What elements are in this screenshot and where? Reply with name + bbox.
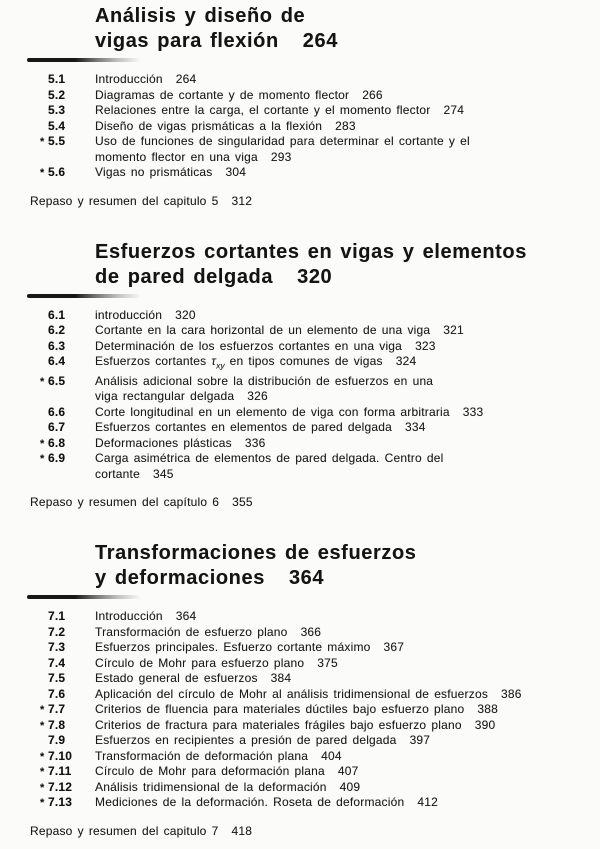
chapter-page-number: 264 xyxy=(302,30,338,52)
chapter-section xyxy=(0,4,600,208)
star-marker: * xyxy=(40,719,45,732)
section-number xyxy=(0,780,78,796)
section-title xyxy=(95,323,464,339)
section-title xyxy=(95,72,196,88)
section-title-text: Vigas no prismáticas xyxy=(95,165,213,179)
section-title-text: Transformación de deformación plana xyxy=(95,748,309,763)
section-title-text: Esfuerzos cortantes en elementos de pared delgada xyxy=(95,420,392,435)
chapter-page-number: 364 xyxy=(288,567,325,590)
toc-entry xyxy=(0,656,600,672)
page-number: 409 xyxy=(339,779,361,794)
page-number: 412 xyxy=(417,795,438,810)
page-number: 321 xyxy=(443,323,464,337)
section-number: 7.4 xyxy=(48,655,66,670)
star-marker: * xyxy=(40,766,45,779)
toc-entry xyxy=(0,795,600,811)
star-marker: * xyxy=(40,797,45,810)
page-number: 324 xyxy=(395,354,417,368)
star-marker: * xyxy=(40,781,45,794)
page-number: 366 xyxy=(300,624,322,639)
section-title-text: Uso de funciones de singularidad para determinar el cortante y el xyxy=(95,134,470,148)
chapter-title-line: Transformaciones de esfuerzos xyxy=(95,542,417,565)
section-title-text: Relaciones entre la carga, el cortante y el momento flector xyxy=(95,103,431,117)
section-number-text: 7.8 xyxy=(48,717,66,732)
toc-entry xyxy=(0,702,600,718)
chapter-title-line: de pared delgada xyxy=(95,265,274,288)
section-number: 5.3 xyxy=(48,103,66,117)
toc-entry xyxy=(0,374,600,405)
section-number: 6.3 xyxy=(48,338,66,353)
title-underline-rule xyxy=(27,294,141,298)
section-number: 5.1 xyxy=(48,72,66,86)
tau-subscript: xy xyxy=(216,360,225,371)
review-label: Repaso y resumen del capitulo 7 xyxy=(30,823,219,838)
section-title xyxy=(95,733,430,749)
section-title-text: Análisis adicional sobre la distribución de esfuerzos en una xyxy=(95,373,434,388)
page-number: 333 xyxy=(462,404,484,419)
section-number xyxy=(0,451,78,482)
page-number: 312 xyxy=(231,193,253,208)
chapter-title-line: Esfuerzos cortantes en vigas y elementos xyxy=(95,240,527,263)
section-number: 7.2 xyxy=(48,624,66,639)
section-number: 5.2 xyxy=(48,87,66,102)
page-number: 326 xyxy=(247,389,268,404)
section-title xyxy=(95,354,416,374)
title-underline-rule xyxy=(27,58,141,62)
section-number xyxy=(0,718,78,734)
section-title-text: Diagramas de cortante y de momento flector xyxy=(95,87,350,102)
section-title xyxy=(95,405,483,421)
page-number: 334 xyxy=(404,420,426,435)
section-list xyxy=(0,308,600,483)
section-title-text: en tipos comunes de vigas xyxy=(224,354,383,368)
toc-entry xyxy=(0,119,600,135)
section-number: 6.2 xyxy=(48,323,66,337)
section-title-text: cortante xyxy=(95,466,140,481)
star-marker: * xyxy=(40,750,45,763)
section-title xyxy=(95,609,196,625)
page-number: 386 xyxy=(501,686,522,701)
toc-entry xyxy=(0,609,600,625)
page-number: 355 xyxy=(232,495,253,510)
section-number-text: 5.6 xyxy=(48,165,66,179)
chapter-title-line: vigas para flexión xyxy=(95,30,279,52)
toc-entry xyxy=(0,640,600,656)
section-title xyxy=(95,88,383,104)
section-number: 6.6 xyxy=(48,404,66,419)
section-title xyxy=(95,436,265,452)
chapter-review-line xyxy=(30,194,600,208)
chapter-review-line xyxy=(30,824,600,838)
chapter-title xyxy=(95,4,600,54)
section-title xyxy=(95,134,470,165)
star-marker: * xyxy=(40,375,45,388)
star-marker: * xyxy=(40,167,45,179)
section-list xyxy=(0,609,600,811)
section-number-text: 7.13 xyxy=(48,795,73,810)
section-number xyxy=(0,749,78,765)
page-number: 397 xyxy=(409,733,431,748)
section-title xyxy=(95,671,291,687)
toc-entry xyxy=(0,339,600,355)
chapter-section xyxy=(0,240,600,510)
section-number-text: 6.5 xyxy=(48,373,66,388)
page-number: 407 xyxy=(337,764,359,779)
tau-symbol: τ xyxy=(211,354,217,368)
section-number: 7.9 xyxy=(48,733,66,748)
section-title xyxy=(95,451,443,482)
page-number: 404 xyxy=(321,748,342,763)
section-title xyxy=(95,764,359,780)
section-title-text: Esfuerzos principales. Esfuerzo cortante máximo xyxy=(95,640,371,655)
toc-entry xyxy=(0,764,600,780)
toc-entry xyxy=(0,733,600,749)
toc-entry xyxy=(0,718,600,734)
section-title-text: Mediciones de la deformación. Roseta de deformación xyxy=(95,795,405,810)
section-number-text: 5.5 xyxy=(48,134,66,148)
page-number: 345 xyxy=(152,466,174,481)
page-number: 274 xyxy=(443,103,465,117)
section-title-text: Aplicación del círculo de Mohr al análisis tridimensional de esfuerzos xyxy=(95,686,489,701)
section-number-text: 7.11 xyxy=(48,764,72,779)
section-title-text: Criterios de fractura para materiales frágiles bajo esfuerzo plano xyxy=(95,717,462,732)
toc-entry xyxy=(0,420,600,436)
star-marker: * xyxy=(40,136,45,148)
chapter-title-line: Análisis y diseño de xyxy=(95,5,306,27)
section-title-text: Deformaciones plásticas xyxy=(95,435,232,450)
toc-entry xyxy=(0,780,600,796)
review-label: Repaso y resumen del capitulo 5 xyxy=(30,193,219,208)
toc-entry xyxy=(0,323,600,339)
section-title-text: momento flector en una viga xyxy=(95,149,258,164)
section-number xyxy=(0,436,78,452)
section-number xyxy=(0,374,78,405)
section-title xyxy=(95,656,338,672)
toc-entry xyxy=(0,687,600,703)
section-number xyxy=(0,134,78,165)
toc-entry xyxy=(0,405,600,421)
section-title-text: Diseño de vigas prismáticas a la flexión xyxy=(95,118,323,133)
page-number: 418 xyxy=(231,823,253,838)
chapter-section xyxy=(0,541,600,838)
section-number: 6.7 xyxy=(48,420,66,435)
star-marker: * xyxy=(40,437,45,450)
section-number: 6.4 xyxy=(48,354,66,368)
chapter-page-number: 320 xyxy=(297,265,333,288)
section-title xyxy=(95,625,321,641)
toc-entry xyxy=(0,625,600,641)
toc-entry xyxy=(0,354,600,374)
section-number: 5.4 xyxy=(48,118,66,133)
page-number: 367 xyxy=(383,640,405,655)
section-number xyxy=(0,795,78,811)
page-number: 323 xyxy=(415,338,436,353)
page-number: 266 xyxy=(362,87,383,102)
page-number: 390 xyxy=(474,717,496,732)
section-title-text: Determinación de los esfuerzos cortantes en una viga xyxy=(95,338,403,353)
toc-entry xyxy=(0,165,600,181)
section-title-text: Esfuerzos cortantes xyxy=(95,354,212,368)
page-number: 304 xyxy=(225,165,247,179)
chapter-title xyxy=(95,240,600,290)
star-marker: * xyxy=(40,453,45,466)
section-number: 6.1 xyxy=(48,307,66,322)
section-title xyxy=(95,795,438,811)
toc-entry xyxy=(0,436,600,452)
section-number-text: 7.7 xyxy=(48,702,66,717)
section-title xyxy=(95,308,196,324)
section-number: 7.1 xyxy=(48,609,66,624)
page-number: 283 xyxy=(335,118,356,133)
page-number: 293 xyxy=(270,149,292,164)
section-title xyxy=(95,687,522,703)
star-marker: * xyxy=(40,704,45,717)
page-number: 375 xyxy=(317,655,338,670)
section-list xyxy=(0,72,600,181)
section-title-text: Transformación de esfuerzo plano xyxy=(95,624,288,639)
toc-entry xyxy=(0,134,600,165)
section-title-text: Criterios de fluencia para materiales dúctiles bajo esfuerzo plano xyxy=(95,702,465,717)
section-number-text: 7.10 xyxy=(48,748,73,763)
section-title xyxy=(95,119,356,135)
section-title-text: Esfuerzos en recipientes a presión de pared delgada xyxy=(95,733,397,748)
section-title-text: Círculo de Mohr para deformación plana xyxy=(95,764,325,779)
toc-entry xyxy=(0,103,600,119)
section-number xyxy=(0,764,78,780)
section-title xyxy=(95,165,246,181)
section-title xyxy=(95,718,495,734)
section-title-text: Círculo de Mohr para esfuerzo plano xyxy=(95,655,305,670)
section-number xyxy=(0,702,78,718)
toc-entry xyxy=(0,88,600,104)
review-label: Repaso y resumen del capítulo 6 xyxy=(30,495,220,510)
section-title xyxy=(95,640,404,656)
section-title-text: Introducción xyxy=(95,72,163,86)
title-underline-rule xyxy=(27,595,141,599)
section-title xyxy=(95,339,436,355)
toc-entry xyxy=(0,671,600,687)
section-title xyxy=(95,420,426,436)
section-title-text: Cortante en la cara horizontal de un elemento de una viga xyxy=(95,323,431,337)
page-number: 384 xyxy=(270,671,292,686)
chapter-review-line xyxy=(30,495,600,509)
section-title xyxy=(95,374,433,405)
chapter-title xyxy=(95,541,600,591)
page-number: 320 xyxy=(175,307,196,322)
page-number: 364 xyxy=(175,609,197,624)
toc-entry xyxy=(0,72,600,88)
toc-entry xyxy=(0,749,600,765)
section-number: 7.6 xyxy=(48,686,66,701)
section-number-text: 6.9 xyxy=(48,451,66,466)
section-title-text: Carga asimétrica de elementos de pared delgada. Centro del xyxy=(95,451,444,466)
section-number: 7.3 xyxy=(48,640,66,655)
toc-entry xyxy=(0,308,600,324)
page-number: 388 xyxy=(477,702,499,717)
section-title-text: Corte longitudinal en un elemento de viga con forma arbitraria xyxy=(95,404,450,419)
section-number-text: 7.12 xyxy=(48,779,73,794)
chapter-title-line: y deformaciones xyxy=(95,567,265,590)
section-title-text: Estado general de esfuerzos xyxy=(95,671,258,686)
section-title xyxy=(95,780,360,796)
section-number-text: 6.8 xyxy=(48,435,66,450)
section-number: 7.5 xyxy=(48,671,66,686)
section-title-text: introducción xyxy=(95,307,163,322)
toc-entry xyxy=(0,451,600,482)
page-number: 264 xyxy=(175,72,197,86)
section-title xyxy=(95,103,464,119)
section-title-text: viga rectangular delgada xyxy=(95,389,235,404)
section-title xyxy=(95,702,498,718)
section-number xyxy=(0,165,78,181)
section-title-text: Introducción xyxy=(95,609,163,624)
page-number: 336 xyxy=(244,435,266,450)
section-title-text: Análisis tridimensional de la deformación xyxy=(95,779,327,794)
section-title xyxy=(95,749,342,765)
